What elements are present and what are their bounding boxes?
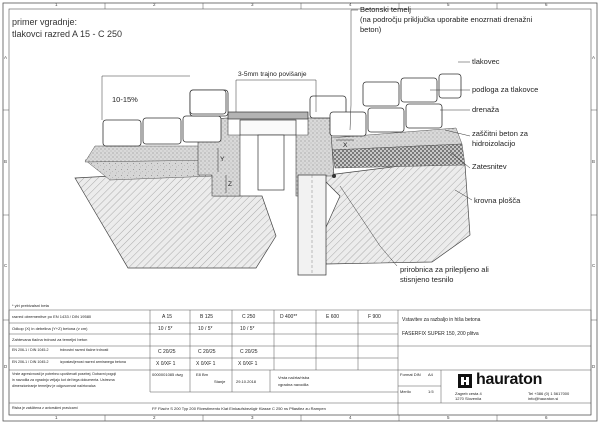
note-line-3: dimenzioniranje temeljev je odgovornost načrtovalca: [12, 384, 96, 388]
row-label-norm-2: EN 206-1 / DIN 1045-2: [12, 360, 49, 364]
dimension-y: Y: [220, 156, 225, 163]
seal-point: [332, 174, 336, 178]
frame-letter-b-right: B: [592, 159, 596, 164]
exposure-a15: X 0/XF 1: [156, 361, 176, 367]
strength-a15: C 20/25: [158, 349, 176, 355]
footnote: * ylri prebivalsni beta: [12, 303, 49, 308]
contact-email: info@hauraton.si: [528, 396, 559, 401]
frame-letter-c-right: C: [592, 263, 596, 268]
cross-section: [75, 10, 472, 275]
intro-line-1: primer vgradnje:: [12, 17, 78, 27]
class-e600: E 600: [326, 314, 340, 320]
class-f900: F 900: [368, 314, 381, 320]
format-code: E8 Bm: [196, 372, 209, 377]
class-d400: D 400**: [280, 314, 298, 320]
frame-letter-a-left: A: [4, 55, 8, 60]
dims-b125: 10 / 5*: [198, 326, 213, 332]
status-label: Stanje: [214, 379, 226, 384]
status-date: 29.10.2018: [236, 379, 257, 384]
frame-number-2-bottom: 2: [153, 415, 156, 420]
class-a15: A 15: [162, 314, 173, 320]
slope-label: 10-15%: [112, 95, 138, 104]
channel-body: [258, 135, 284, 190]
callout-prirobnica-2: stisnjeno tesnilo: [400, 275, 454, 284]
frame-letter-d-left: D: [4, 364, 8, 369]
hauraton-logo-icon: [458, 374, 472, 388]
frame-letter-d-right: D: [592, 364, 596, 369]
callout-krovna-plosca: krovna plošča: [474, 196, 521, 205]
row-label-norm-1: EN 206-1 / DIN 1045-2: [12, 348, 49, 352]
frame-number-1-bottom: 1: [55, 415, 58, 420]
exposure-c250: X 0/XF 1: [238, 361, 258, 367]
pavers-right: [310, 74, 461, 136]
frame-number-1: 1: [55, 2, 58, 7]
doc-type-2: vgradna navodila: [278, 382, 309, 387]
scale-value: 1:5: [428, 389, 434, 394]
title-line-1: Vstavitev za razbaljo in hiša betona: [402, 317, 481, 323]
dimension-z: Z: [228, 181, 233, 188]
frame-number-6-bottom: 6: [545, 415, 548, 420]
row-label-class: razred obremenitve po EN 1433 / DIN 19580: [12, 314, 92, 319]
exposure-b125: X 0/XF 1: [196, 361, 216, 367]
row-label-dims: Odkop (X) in debelina (Y+Z) betona (v cm): [12, 326, 88, 331]
drawing-number: 0000001085 dwg: [152, 372, 183, 377]
contact-phone: Tel +386 (0) 1 5617000: [528, 391, 570, 396]
frame-number-6: 6: [545, 2, 548, 7]
title-line-2: FASERFIX SUPER 150, 200 plitva: [402, 331, 479, 337]
dims-c250: 10 / 5*: [240, 326, 255, 332]
callout-prirobnica-1: prirobnica za prilepljeno ali: [400, 265, 489, 274]
frame-number-2: 2: [153, 2, 156, 7]
frame-letter-a-right: A: [592, 55, 596, 60]
row-sub-exposure: izpostavljenost razred armiranega betona: [60, 360, 126, 364]
frame-number-3-bottom: 3: [251, 415, 254, 420]
frame-number-3: 3: [251, 2, 254, 7]
format-label: Format DIN: [400, 372, 421, 377]
callout-betonski-temelj-3: beton): [360, 25, 382, 34]
note-line-2: in navodila za vgradnjo veljajo kot del tega dokumenta. Ustrezna: [12, 378, 115, 382]
frame-number-4: 4: [349, 2, 352, 7]
scale-label: Merilo: [400, 389, 411, 394]
base-concrete-left: [75, 174, 276, 268]
row-label-strength: Zahtevana tlačna trdnost za temeljni beton: [12, 337, 88, 342]
dimension-x: X: [343, 142, 348, 149]
callout-zasciten-2: hidroizolacijo: [472, 139, 516, 148]
company-logo-text: hauraton: [476, 371, 543, 388]
callout-zatesnitev: Zatesnitev: [472, 162, 507, 171]
callout-povisanje: 3-5mm trajno povišanje: [238, 71, 307, 78]
bottom-description: FF Flachr S 200 Typ 200 Rivestimento Klat Einkaufsbezüglr Klasse C 250 ns Pflastlez zu Rampen: [152, 406, 326, 411]
strength-b125: C 20/25: [198, 349, 216, 355]
channel-grate: [228, 112, 308, 119]
frame-letter-b-left: B: [4, 159, 8, 164]
frame-number-5: 5: [447, 2, 450, 7]
class-b125: B 125: [200, 314, 214, 320]
callout-betonski-temelj-1: Betonski temelj: [360, 5, 411, 14]
strength-c250: C 20/25: [240, 349, 258, 355]
address-line-2: 1270 Sloveniia: [455, 396, 482, 401]
base-concrete-right: [320, 162, 470, 264]
pavers-left-upper: [190, 90, 226, 114]
callout-betonski-temelj-2: (na področju priključka uporabite enozrnati drenažni: [360, 15, 533, 24]
address-line-1: Zagreb cesta 4: [455, 391, 482, 396]
note-line-1: Vrste agresivnosti je potrebno upoštevati posebej. Dobavni pogoji: [12, 372, 117, 376]
callout-drenaza: drenaža: [472, 105, 500, 114]
frame-number-5-bottom: 5: [447, 415, 450, 420]
row-sub-strength: trdnostni razred tlačne trdnosti: [60, 348, 109, 352]
frame-letter-c-left: C: [4, 263, 8, 268]
class-c250: C 250: [242, 314, 256, 320]
callout-zasciten-1: zaščitni beton za: [472, 129, 528, 138]
format-value: A4: [428, 372, 433, 377]
channel-top: [240, 120, 296, 135]
dims-a15: 10 / 5*: [158, 326, 173, 332]
frame-number-4-bottom: 4: [349, 415, 352, 420]
intro-line-2: tlakovci razred A 15 - C 250: [12, 29, 123, 39]
callout-podloga: podloga za tlakovce: [472, 85, 539, 94]
copyright: Risba je zaščitena z avtorskimi pravicami: [12, 406, 78, 410]
doc-type-1: Vrsta načrta/risba: [278, 375, 310, 380]
callout-tlakovec: tlakovec: [472, 57, 500, 66]
